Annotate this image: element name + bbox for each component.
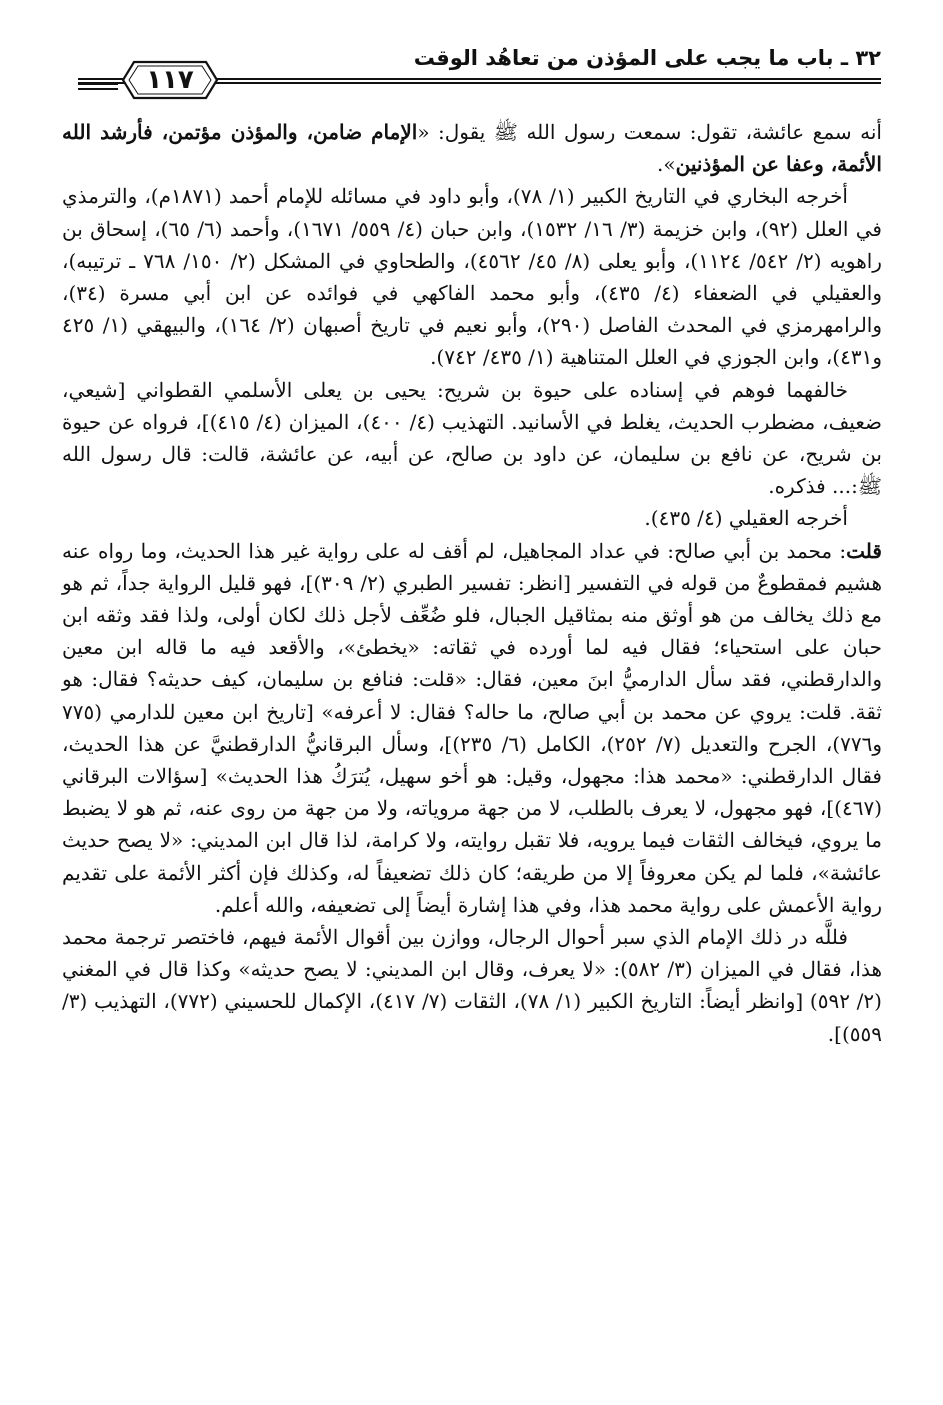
ornament-line	[78, 78, 118, 80]
conclusion-paragraph: فللَّه در ذلك الإمام الذي سبر أحوال الرجال، ووازن بين أقوال الأئمة فيهم، فاختصر ترجمة محمد هذا، فقال في الميزان (٣/ ٥٨٢): «لا يعرف، وقال ابن المديني: لا يصح حديثه» وكذا قال في المغني (٢/ ٥٩٢) [وانظر أيضاً: التاريخ الكبير (١/ ٧٨)، الثقات (٧/ ٤١٧)، الإكمال للحسيني (٧٧٢)، التهذيب (٣/ ٥٥٩)].	[62, 925, 882, 1046]
commentary-paragraph	[62, 535, 882, 921]
hadith-intro: أنه سمع عائشة، تقول: سمعت رسول الله ﷺ يقول: «	[417, 120, 882, 144]
hadith-paragraph	[62, 116, 882, 180]
page-number: ١١٧	[146, 65, 194, 95]
hadith-close: ».	[657, 152, 676, 177]
page-number-ornament	[78, 58, 266, 104]
takhrij-short-paragraph: أخرجه العقيلي (٤/ ٤٣٥).	[644, 506, 848, 531]
page-number-badge	[120, 58, 220, 102]
qultu-label: قلت	[846, 538, 882, 563]
takhrij-paragraph: أخرجه البخاري في التاريخ الكبير (١/ ٧٨)، وأبو داود في مسائله للإمام أحمد (١٨٧١م)، والترمذي في العلل (٩٢)، وابن خزيمة (٣/ ١٦/ ١٥٣٢)، وابن حبان (٤/ ٥٥٩/ ١٦٧١)، وأحمد (٦/ ٦٥)، إسحاق بن راهويه (٢/ ٥٤٢/ ١١٢٤)، وأبو يعلى (٨/ ٤٥/ ٤٥٦٢)، والطحاوي في المشكل (٢/ ١٥٠/ ٧٦٨ ـ ترتيبه)، والعقيلي في الضعفاء (٤/ ٤٣٥)، وأبو محمد الفاكهي في فوائده عن ابن أبي مسرة (٣٤)، والرامهرمزي في المحدث الفاصل (٢٩٠)، وأبو نعيم في تاريخ أصبهان (٢/ ١٦٤)، والبيهقي (١/ ٤٢٥ و٤٣١)، وابن الجوزي في العلل المتناهية (١/ ٤٣٥/ ٧٤٢).	[62, 184, 883, 370]
chapter-title: ٣٢ ـ باب ما يجب على المؤذن من تعاهُد الوقت	[413, 46, 881, 70]
riwaya-paragraph: خالفهما فوهم في إسناده على حيوة بن شريح: يحيى بن يعلى الأسلمي القطواني [شيعي، ضعيف، مضطرب الحديث، يغلط في الأسانيد. التهذيب (٤/ ٤٠٠)، الميزان (٤/ ٤١٥)]، فرواه عن حيوة بن شريح، عن نافع بن سليمان، عن داود بن صالح، عن أبيه، عن عائشة، قالت: قال رسول الله ﷺ:... فذكره.	[62, 377, 882, 499]
ornament-line	[78, 83, 118, 85]
commentary-text: : محمد بن أبي صالح: في عداد المجاهيل، لم أقف له على رواية غير هذا الحديث، وما رواه عنه هشيم فمقطوعٌ من قوله في التفسير [انظر: تفسير الطبري (٢/ ٣٠٩)]، فهو قليل الرواية جداً، ثم هو مع ذلك يخالف من هو أوثق منه بمثاقيل الجبال، فلو ضُعِّف لأجل ذلك لكان أولى، ولذا فقد وثقه ابن حبان على استحياء؛ فقال فيه لما أورده في ثقاته: «يخطئ»، والأقعد فيه ما قاله ابن معين والدارقطني، فقد سأل الدارميُّ ابنَ معين، فقال: «قلت: فنافع بن سليمان، كيف حديثه؟ فقال: هو ثقة. قلت: يروي عن محمد بن أبي صالح، ما حاله؟ فقال: لا أعرفه» [تاريخ ابن معين للدارمي (٧٧٥ و٧٧٦)، الجرح والتعديل (٧/ ٢٥٢)، الكامل (٦/ ٢٣٥)]، وسأل البرقانيُّ الدارقطنيَّ عن هذا الحديث، فقال الدارقطني: «محمد هذا: مجهول، وقيل: هو أخو سهيل، يُترَكُ هذا الحديث» [سؤالات البرقاني (٤٦٧)]، فهو مجهول، لا يعرف بالطلب، لا من جهة مروياته، ولا من جهة من روى عنه، ثم هو لا يضبط ما يروي، فيخالف الثقات فيما يرويه، فلا تقبل روايته، ولا كرامة، لذا قال ابن المديني: «لا يصح حديث عائشة»، فلما لم يكن معروفاً إلا من طريقه؛ كان ذلك تضعيفاً له، وكذلك فإن أكثر الأئمة على تقديم رواية الأعمش على رواية محمد هذا، وفي هذا إشارة أيضاً إلى تضعيفه، والله أعلم.	[62, 538, 883, 917]
body-text	[62, 116, 882, 1050]
ornament-line	[78, 88, 118, 90]
page-header	[78, 42, 881, 94]
hadith-text: الإمام ضامن، والمؤذن مؤتمن، فأرشد الله الأئمة، وعفا عن المؤذنين	[62, 120, 882, 177]
